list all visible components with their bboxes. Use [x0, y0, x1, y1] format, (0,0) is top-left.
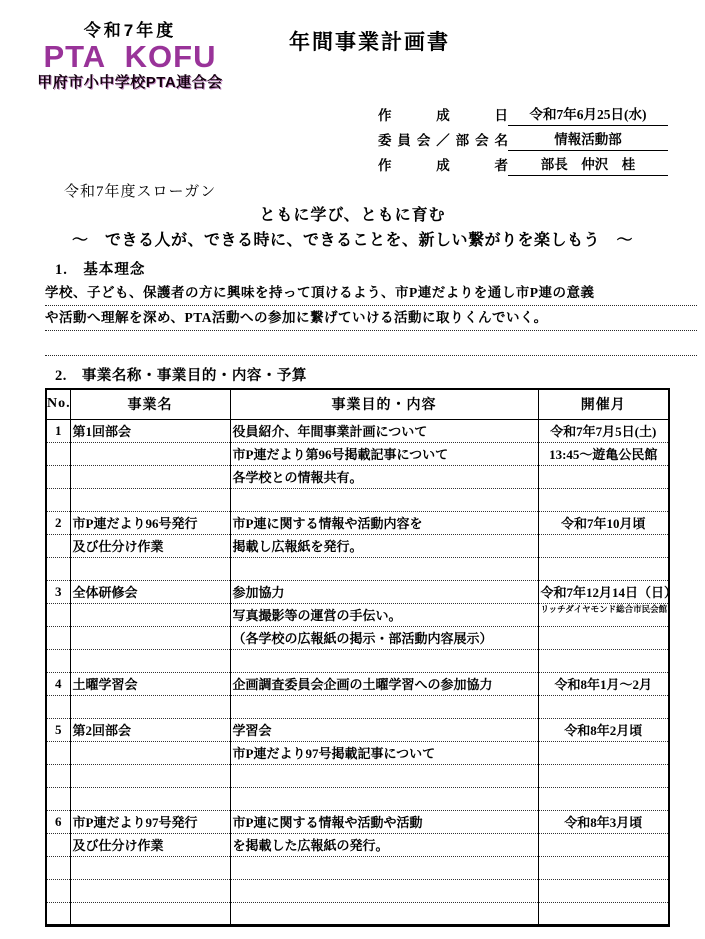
table-cell-month [538, 833, 669, 856]
table-cell-name [70, 902, 230, 925]
table-cell-month: 令和7年12月14日（日） [538, 580, 669, 603]
table-cell-month [538, 626, 669, 649]
table-cell-no [46, 442, 70, 465]
section1-line: や活動へ理解を深め、PTA活動への参加に繋げていける活動に取りくんでいく。 [45, 306, 697, 331]
table-cell-no [46, 626, 70, 649]
table-cell-name [70, 465, 230, 488]
table-cell-content: 学習会 [230, 718, 538, 741]
section1-line: 学校、子ども、保護者の方に興味を持って頂けるよう、市P連だよりを通し市P連の意義 [45, 281, 697, 306]
table-cell-name: 全体研修会 [70, 580, 230, 603]
table-cell-name [70, 626, 230, 649]
table-cell-no: 1 [46, 419, 70, 442]
table-cell-month [538, 557, 669, 580]
table-cell-content: 市P連に関する情報や活動内容を [230, 511, 538, 534]
table-row [46, 580, 669, 603]
table-cell-content: を掲載した広報紙の発行。 [230, 833, 538, 856]
table-row [46, 557, 669, 580]
table-cell-no [46, 557, 70, 580]
table-cell-month [538, 856, 669, 879]
table-cell-content [230, 488, 538, 511]
table-cell-content [230, 557, 538, 580]
table-cell-name [70, 764, 230, 787]
table-cell-month [538, 902, 669, 925]
table-cell-name [70, 649, 230, 672]
logo-org-name: PTA KOFU [43, 38, 217, 74]
header-month: 開催月 [538, 389, 669, 419]
table-cell-name: 第1回部会 [70, 419, 230, 442]
table-row [46, 649, 669, 672]
table-cell-content [230, 764, 538, 787]
table-row [46, 695, 669, 718]
table-row [46, 465, 669, 488]
table-cell-content: （各学校の広報紙の掲示・部活動内容展示） [230, 626, 538, 649]
table-cell-month [538, 787, 669, 810]
table-cell-no [46, 534, 70, 557]
table-cell-content [230, 649, 538, 672]
table-cell-name: 市P連だより97号発行 [70, 810, 230, 833]
table-cell-name [70, 488, 230, 511]
table-cell-no: 2 [46, 511, 70, 534]
table-cell-no [46, 764, 70, 787]
table-row [46, 787, 669, 810]
table-cell-content: 掲載し広報紙を発行。 [230, 534, 538, 557]
table-cell-no [46, 833, 70, 856]
table-cell-name [70, 787, 230, 810]
slogan-heading: 令和7年度スローガン [64, 184, 217, 200]
logo-org-fullname: 甲府市小中学校PTA連合会 [37, 74, 223, 92]
table-cell-month [538, 879, 669, 902]
table-cell-content [230, 695, 538, 718]
table-cell-content: 参加協力 [230, 580, 538, 603]
table-cell-no: 3 [46, 580, 70, 603]
section1-body [45, 281, 697, 356]
table-cell-no [46, 741, 70, 764]
table-cell-month: 令和7年10月頃 [538, 511, 669, 534]
table-cell-content: 写真撮影等の運営の手伝い。 [230, 603, 538, 626]
table-cell-name: 市P連だより96号発行 [70, 511, 230, 534]
table-row [46, 764, 669, 787]
table-cell-content: 市P連だより第96号掲載記事について [230, 442, 538, 465]
table-row [46, 856, 669, 879]
table-cell-name: 及び仕分け作業 [70, 833, 230, 856]
table-row [46, 488, 669, 511]
table-cell-name [70, 557, 230, 580]
slogan-block [0, 180, 705, 250]
meta-block [378, 101, 668, 176]
table-cell-month [538, 465, 669, 488]
pta-logo [26, 22, 234, 91]
table-cell-no: 5 [46, 718, 70, 741]
table-cell-no [46, 649, 70, 672]
table-cell-month [538, 764, 669, 787]
table-cell-content [230, 902, 538, 925]
schedule-table [45, 388, 678, 927]
meta-label-author: 作成者 [378, 158, 508, 173]
meta-row-author [378, 151, 668, 176]
table-cell-month [538, 488, 669, 511]
table-row [46, 718, 669, 741]
table-cell-no: 4 [46, 672, 70, 695]
table-header-row [46, 389, 669, 419]
table-cell-no [46, 787, 70, 810]
table-row [46, 879, 669, 902]
meta-row-created-date [378, 101, 668, 126]
table-cell-month: 令和7年7月5日(土) [538, 419, 669, 442]
table-cell-no [46, 856, 70, 879]
table-cell-month [538, 534, 669, 557]
table-cell-name: 及び仕分け作業 [70, 534, 230, 557]
table-cell-content [230, 856, 538, 879]
table-cell-no [46, 695, 70, 718]
section2-heading: 2. 事業名称・事業目的・内容・予算 [55, 368, 307, 384]
table-row [46, 902, 669, 925]
schedule-table-body [46, 419, 678, 925]
table-row [46, 672, 669, 695]
table-cell-content: 市P連に関する情報や活動や活動 [230, 810, 538, 833]
table-cell-month: 令和8年2月頃 [538, 718, 669, 741]
meta-value-committee: 情報活動部 [508, 128, 668, 151]
meta-label-created-date: 作成日 [378, 108, 508, 123]
header-no: No. [46, 389, 70, 419]
table-row [46, 603, 669, 626]
table-row [46, 833, 669, 856]
table-cell-month: 13:45～遊亀公民館 [538, 442, 669, 465]
page-title: 年間事業計画書 [289, 30, 450, 54]
table-cell-month-note: リッチダイヤモンド総合市民会館 [538, 603, 669, 626]
table-cell-name [70, 741, 230, 764]
table-row [46, 511, 669, 534]
table-cell-name: 第2回部会 [70, 718, 230, 741]
table-cell-no [46, 603, 70, 626]
table-cell-name [70, 695, 230, 718]
table-row [46, 419, 669, 442]
table-cell-name [70, 856, 230, 879]
table-cell-month: 令和8年3月頃 [538, 810, 669, 833]
table-row [46, 442, 669, 465]
section1-heading: 1. 基本理念 [55, 262, 146, 278]
table-cell-name [70, 603, 230, 626]
logo-fiscal-year: 令和7年度 [83, 21, 177, 40]
meta-value-author: 部長 仲沢 桂 [508, 153, 668, 176]
table-cell-content: 企画調査委員会企画の土曜学習への参加協力 [230, 672, 538, 695]
table-cell-content [230, 787, 538, 810]
table-cell-name: 土曜学習会 [70, 672, 230, 695]
header-event-name: 事業名 [70, 389, 230, 419]
table-cell-content: 各学校との情報共有。 [230, 465, 538, 488]
table-row [46, 534, 669, 557]
table-row [46, 626, 669, 649]
table-cell-no [46, 902, 70, 925]
section1-line [45, 331, 697, 356]
slogan-line2: ～ できる人が、できる時に、できることを、新しい繋がりを楽しもう ～ [71, 232, 633, 249]
meta-value-created-date: 令和7年6月25日(水) [508, 103, 668, 126]
table-cell-content: 役員紹介、年間事業計画について [230, 419, 538, 442]
table-row [46, 741, 669, 764]
table-cell-no [46, 879, 70, 902]
table-cell-month [538, 741, 669, 764]
table-cell-month [538, 649, 669, 672]
slogan-line1: ともに学び、ともに育む [259, 207, 446, 224]
table-cell-month: 令和8年1月～2月 [538, 672, 669, 695]
meta-row-committee [378, 126, 668, 151]
table-cell-month [538, 695, 669, 718]
table-cell-name [70, 879, 230, 902]
table-cell-no: 6 [46, 810, 70, 833]
table-cell-content [230, 879, 538, 902]
table-cell-no [46, 488, 70, 511]
table-cell-no [46, 465, 70, 488]
table-cell-content: 市P連だより97号掲載記事について [230, 741, 538, 764]
meta-label-committee: 委員会／部会名 [378, 133, 508, 148]
table-row [46, 810, 669, 833]
table-cell-name [70, 442, 230, 465]
header-purpose-content: 事業目的・内容 [230, 389, 538, 419]
